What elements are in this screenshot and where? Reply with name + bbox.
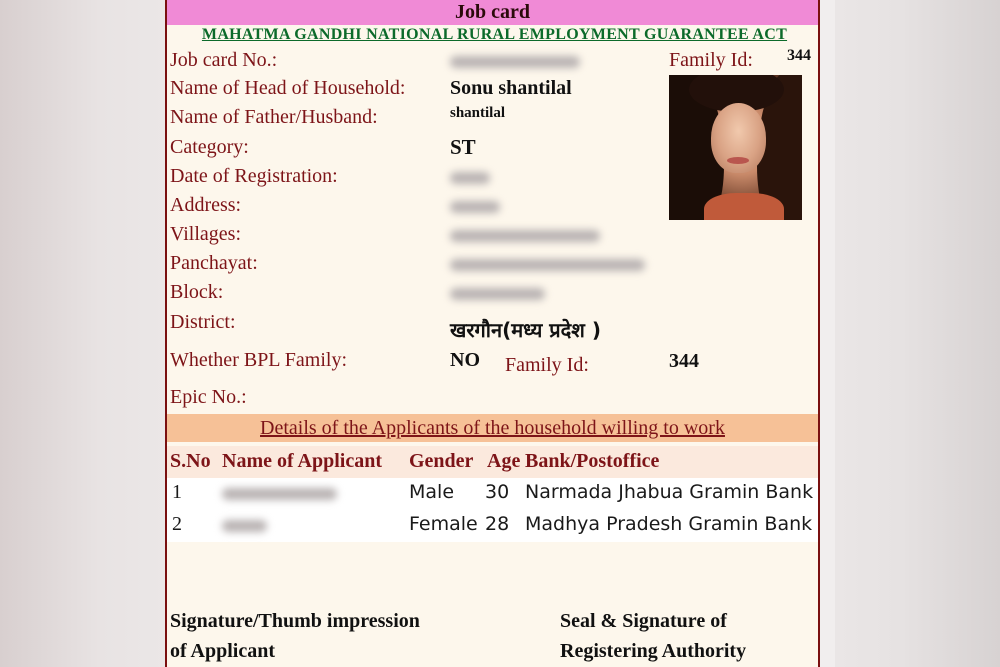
family-id-label: Family Id:: [669, 49, 753, 71]
card-title: Job card: [455, 1, 530, 23]
panchayat-redacted: [450, 259, 645, 271]
right-background: [835, 0, 1000, 667]
applicants-section-header: [167, 414, 818, 442]
bpl-label: Whether BPL Family:: [170, 349, 348, 371]
family-id-value: 344: [787, 47, 811, 64]
bpl-value: NO: [450, 349, 480, 371]
applicant-signature-label: [170, 606, 420, 666]
row-bank: Narmada Jhabua Gramin Bank: [525, 481, 814, 503]
row-bank: Madhya Pradesh Gramin Bank: [525, 513, 813, 535]
col-bank: Bank/Postoffice: [525, 450, 660, 472]
row-gender: Male: [409, 481, 455, 503]
date-label: Date of Registration:: [170, 165, 338, 187]
authority-signature-line2: Registering Authority: [560, 640, 747, 662]
row-age: 28: [485, 513, 510, 535]
row-sno: 1: [172, 481, 182, 503]
col-sno: S.No: [170, 450, 211, 472]
block-label: Block:: [170, 281, 224, 303]
villages-label: Villages:: [170, 223, 242, 245]
villages-redacted: [450, 230, 600, 242]
row-gender: Female: [409, 513, 478, 535]
block-redacted: [450, 288, 545, 300]
date-redacted: [450, 172, 490, 184]
applicant-signature-line2: of Applicant: [170, 640, 276, 662]
job-card-no-label: Job card No.:: [170, 49, 278, 71]
family-id-value-2: 344: [669, 350, 699, 372]
father-label: Name of Father/Husband:: [170, 106, 378, 128]
row-sno: 2: [172, 513, 182, 535]
father-value: shantilal: [450, 105, 506, 121]
table-row: [167, 478, 818, 510]
epic-label: Epic No.:: [170, 386, 247, 408]
authority-signature-line1: Seal & Signature of: [560, 610, 727, 632]
applicant-photo: [669, 75, 802, 220]
col-age: Age: [487, 450, 521, 472]
job-card-no-redacted: [450, 56, 580, 68]
applicants-section-title: Details of the Applicants of the household willing to work: [260, 417, 725, 439]
category-value: ST: [450, 135, 476, 159]
head-label: Name of Head of Household:: [170, 77, 406, 99]
head-value: Sonu shantilal: [450, 77, 572, 99]
family-id-label-2: Family Id:: [505, 354, 589, 376]
applicant-signature-line1: Signature/Thumb impression: [170, 610, 420, 632]
title-bar: [167, 0, 818, 25]
district-label: District:: [170, 311, 236, 333]
act-name: MAHATMA GANDHI NATIONAL RURAL EMPLOYMENT GUARANTEE ACT: [201, 26, 788, 43]
panchayat-label: Panchayat:: [170, 252, 258, 274]
left-background: [0, 0, 165, 667]
applicants-table-header: [167, 446, 818, 479]
col-gender: Gender: [409, 450, 474, 472]
col-name: Name of Applicant: [222, 450, 382, 472]
authority-signature-label: [560, 606, 746, 666]
address-label: Address:: [170, 194, 242, 216]
category-label: Category:: [170, 136, 249, 158]
table-row: [167, 510, 818, 542]
district-value: खरगौन(मध्य प्रदेश ): [450, 318, 601, 342]
applicant-name-redacted: [222, 520, 267, 532]
address-redacted: [450, 201, 500, 213]
job-card: [165, 0, 820, 667]
row-age: 30: [485, 481, 510, 503]
applicant-name-redacted: [222, 488, 337, 500]
